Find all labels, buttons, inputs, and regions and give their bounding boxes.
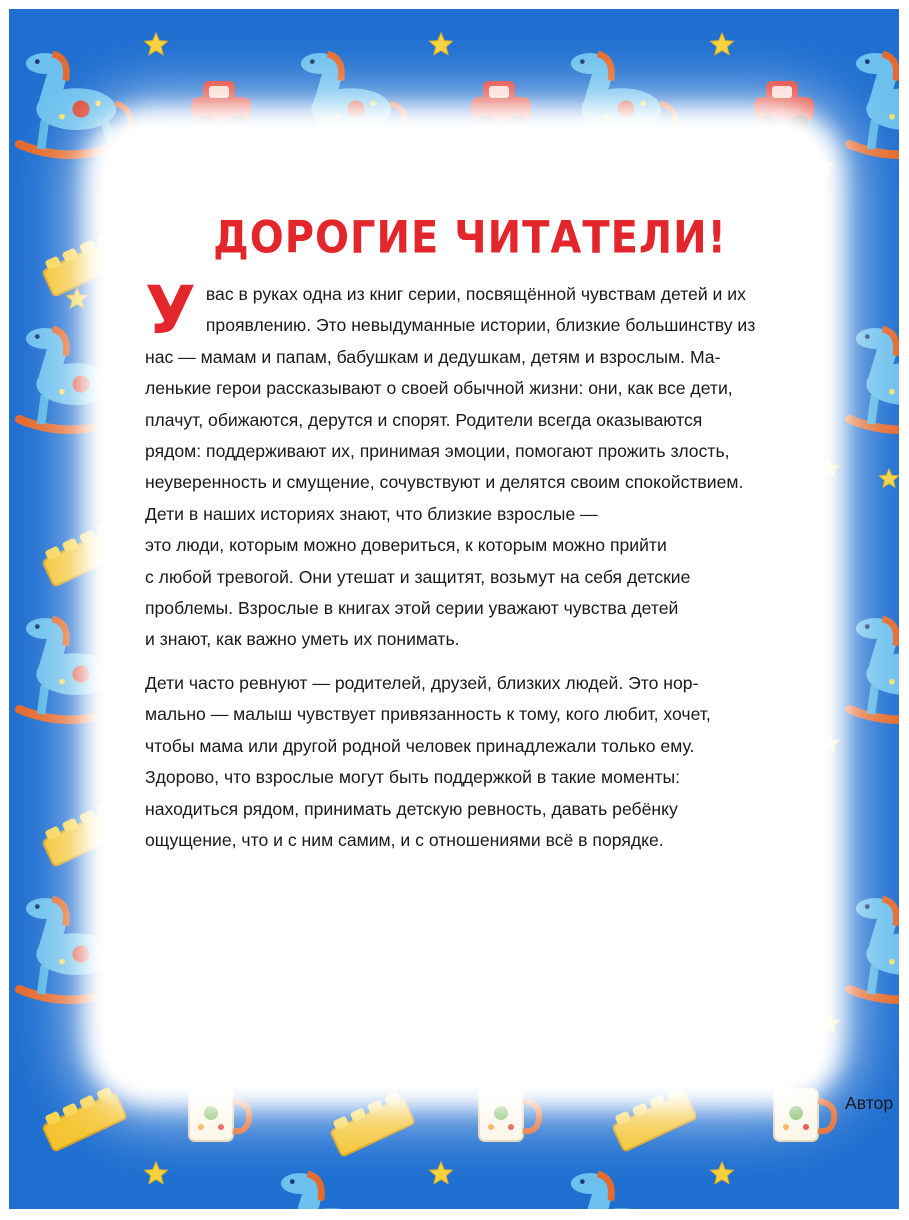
star-icon	[430, 33, 453, 55]
rocking-horse-icon	[564, 1173, 683, 1209]
text-line: ощущение, что и с ним самим, и с отношениями всё в порядке.	[145, 829, 664, 850]
star-icon	[711, 33, 734, 55]
toy-brick-icon	[39, 1085, 127, 1151]
text-line: мально — малыш чувствует привязанность к тому, кого любит, хочет,	[145, 704, 711, 725]
star-icon	[430, 1162, 453, 1184]
signature: Автор	[845, 1093, 894, 1113]
rocking-horse-icon	[849, 53, 899, 155]
rocking-horse-icon	[849, 618, 899, 720]
text-line: Дети часто ревнуют — родителей, друзей, близких людей. Это нор-	[145, 672, 699, 693]
text-line: чтобы мама или другой родной человек принадлежали только ему.	[145, 735, 695, 756]
text-line: Здорово, что взрослые могут быть поддержкой в такие моменты:	[145, 767, 681, 788]
star-icon	[880, 469, 899, 487]
star-icon	[711, 1162, 734, 1184]
text-line: нас — мамам и папам, бабушкам и дедушкам, детям и взрослым. Ма-	[145, 346, 721, 367]
text-line: проблемы. Взрослые в книгах этой серии уважают чувства детей	[145, 598, 679, 619]
star-icon	[67, 288, 88, 308]
drop-cap: У	[145, 272, 196, 349]
letter-content	[145, 212, 894, 1113]
text-line: проявлению. Это невыдуманные истории, близкие большинству из	[205, 315, 756, 336]
text-line: неуверенность и смущение, сочувствуют и делятся своим спокойствием.	[145, 472, 744, 493]
text-line: ленькие герои рассказывают о своей обычной жизни: они, как все дети,	[145, 378, 733, 399]
toy-car-icon	[471, 81, 531, 131]
toy-brick-icon	[327, 1090, 415, 1156]
text-line: вас в руках одна из книг серии, посвящённой чувствам детей и их	[205, 284, 746, 304]
text-line: и знают, как важно уметь их понимать.	[145, 629, 460, 650]
text-line: плачут, обижаются, дерутся и спорят. Родители всегда оказываются	[145, 409, 703, 430]
text-line: находиться рядом, принимать детскую ревность, давать ребёнку	[145, 798, 678, 819]
star-icon	[145, 1162, 168, 1184]
mug-icon	[774, 1089, 834, 1141]
toy-car-icon	[754, 81, 814, 131]
rocking-horse-icon	[849, 898, 899, 1000]
rocking-horse-icon	[274, 1173, 393, 1209]
text-line: Дети в наших историях знают, что близкие взрослые —	[145, 503, 598, 524]
mug-icon	[479, 1089, 539, 1141]
rocking-horse-icon	[849, 328, 899, 430]
text-line: это люди, которым можно довериться, к которым можно прийти	[145, 535, 667, 556]
toy-car-icon	[191, 81, 251, 131]
text-line: с любой тревогой. Они утешат и защитят, возьмут на себя детские	[145, 566, 691, 587]
page-title: ДОРОГИЕ ЧИТАТЕЛИ!	[213, 212, 727, 264]
paragraph-2	[145, 668, 795, 856]
text-line: рядом: поддерживают их, принимая эмоции, помогают прожить злость,	[145, 441, 730, 462]
toy-brick-icon	[609, 1085, 697, 1151]
star-icon	[145, 33, 168, 55]
mug-icon	[189, 1089, 249, 1141]
paragraph-1	[145, 272, 795, 656]
